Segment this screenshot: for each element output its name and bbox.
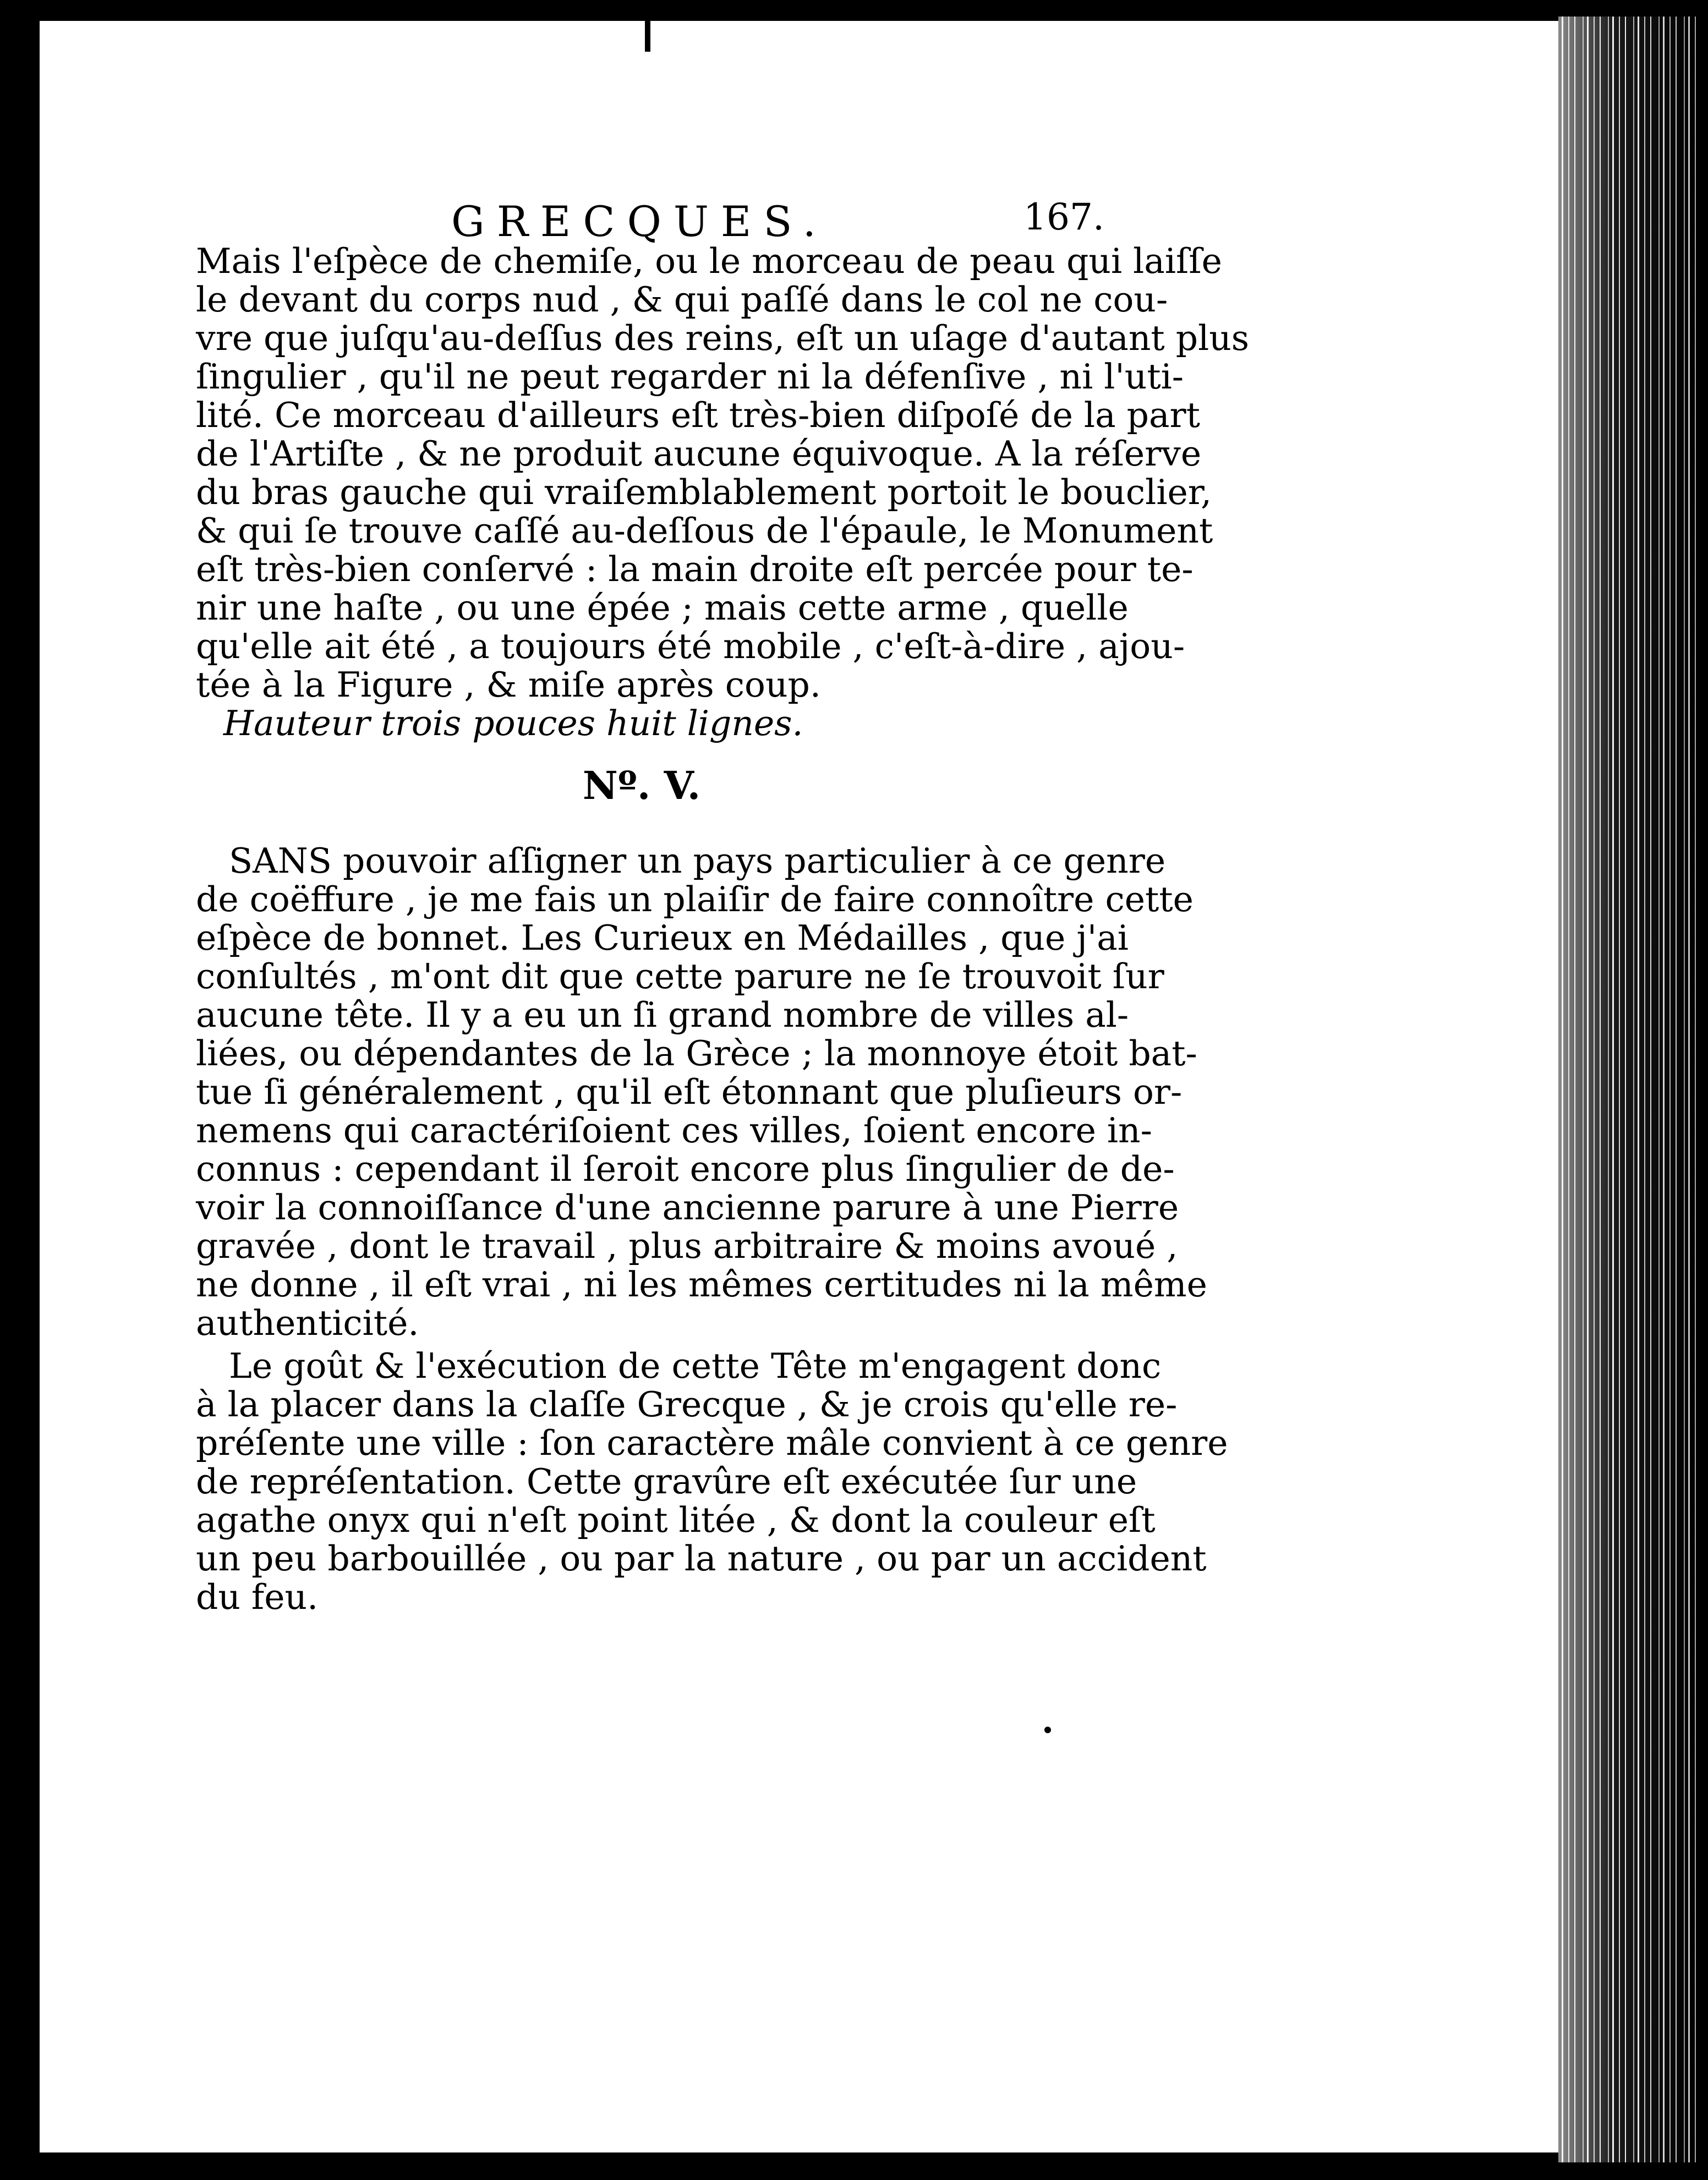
text-line: vre que juſqu'au-deſſus des reins, eſt un uſage d'autant plus [196,318,1250,358]
text-line: nir une haſte , ou une épée ; mais cette arme , quelle [196,588,1129,628]
height-note: Hauteur trois pouces huit lignes. [223,703,803,743]
text-line: ſingulier , qu'il ne peut regarder ni la défenſive , ni l'uti- [196,357,1184,397]
text-line: tée à la Figure , & miſe après coup. [196,665,821,705]
text-line: authenticité. [196,1303,419,1343]
text-line: de l'Artiſte , & ne produit aucune équivoque. A la réſerve [196,434,1202,474]
text-line: de coëffure , je me fais un plaiſir de faire connoître cette [196,879,1194,919]
text-line: le devant du corps nud , & qui paſſé dans le col ne cou- [196,280,1168,320]
paragraph-2 [196,841,1207,1343]
text-line: connus : cependant il ſeroit encore plus ſingulier de de- [196,1149,1175,1189]
text-line: préſente une ville : ſon caractère mâle convient à ce genre [196,1423,1228,1463]
text-line: tue ſi généralement , qu'il eſt étonnant que pluſieurs or- [196,1072,1183,1112]
top-margin-mark [645,21,650,52]
text-line: nemens qui caractériſoient ces villes, ſoient encore in- [196,1110,1152,1151]
text-line: liées, ou dépendantes de la Grèce ; la monnoye étoit bat- [196,1033,1197,1073]
section-heading: Nº. V. [582,763,701,808]
text-line: gravée , dont le travail , plus arbitraire & moins avoué , [196,1226,1178,1266]
text-line: du bras gauche qui vraiſemblablement portoit le bouclier, [196,472,1212,512]
running-title: GRECQUES. [451,197,828,246]
page-number: 167. [1023,196,1104,238]
text-line: lité. Ce morceau d'ailleurs eſt très-bien diſpoſé de la part [196,395,1200,435]
text-line: eſpèce de bonnet. Les Curieux en Médailles , que j'ai [196,918,1129,958]
text-line: agathe onyx qui n'eſt point litée , & dont la couleur eſt [196,1500,1156,1540]
text-line: du feu. [196,1577,319,1617]
text-line: de repréſentation. Cette gravûre eſt exécutée ſur une [196,1461,1137,1502]
paragraph-3 [196,1346,1228,1617]
body-text [196,241,1250,1617]
text-line: Mais l'eſpèce de chemiſe, ou le morceau de peau qui laiſſe [196,241,1222,281]
text-line: voir la connoiſſance d'une ancienne parure à une Pierre [196,1187,1179,1228]
text-line: qu'elle ait été , a toujours été mobile , c'eſt-à-dire , ajou- [196,626,1185,666]
text-line: & qui ſe trouve caſſé au-deſſous de l'épaule, le Monument [196,511,1213,551]
ink-speck [1044,1727,1051,1733]
text-line: un peu barbouillée , ou par la nature , ou par un accident [196,1538,1207,1579]
paragraph-1 [196,241,1250,705]
text-line: SANS pouvoir aſſigner un pays particulier à ce genre [229,841,1166,881]
text-line: à la placer dans la claſſe Grecque , & je crois qu'elle re- [196,1384,1178,1425]
text-line: aucune tête. Il y a eu un ſi grand nombre de villes al- [196,995,1129,1035]
text-line: eſt très-bien conſervé : la main droite eſt percée pour te- [196,549,1194,589]
text-line: conſultés , m'ont dit que cette parure ne ſe trouvoit ſur [196,956,1164,996]
text-line: ne donne , il eſt vrai , ni les mêmes certitudes ni la même [196,1264,1207,1305]
book-edge-shading [1558,17,1696,2162]
text-line: Le goût & l'exécution de cette Tête m'engagent donc [229,1346,1162,1386]
